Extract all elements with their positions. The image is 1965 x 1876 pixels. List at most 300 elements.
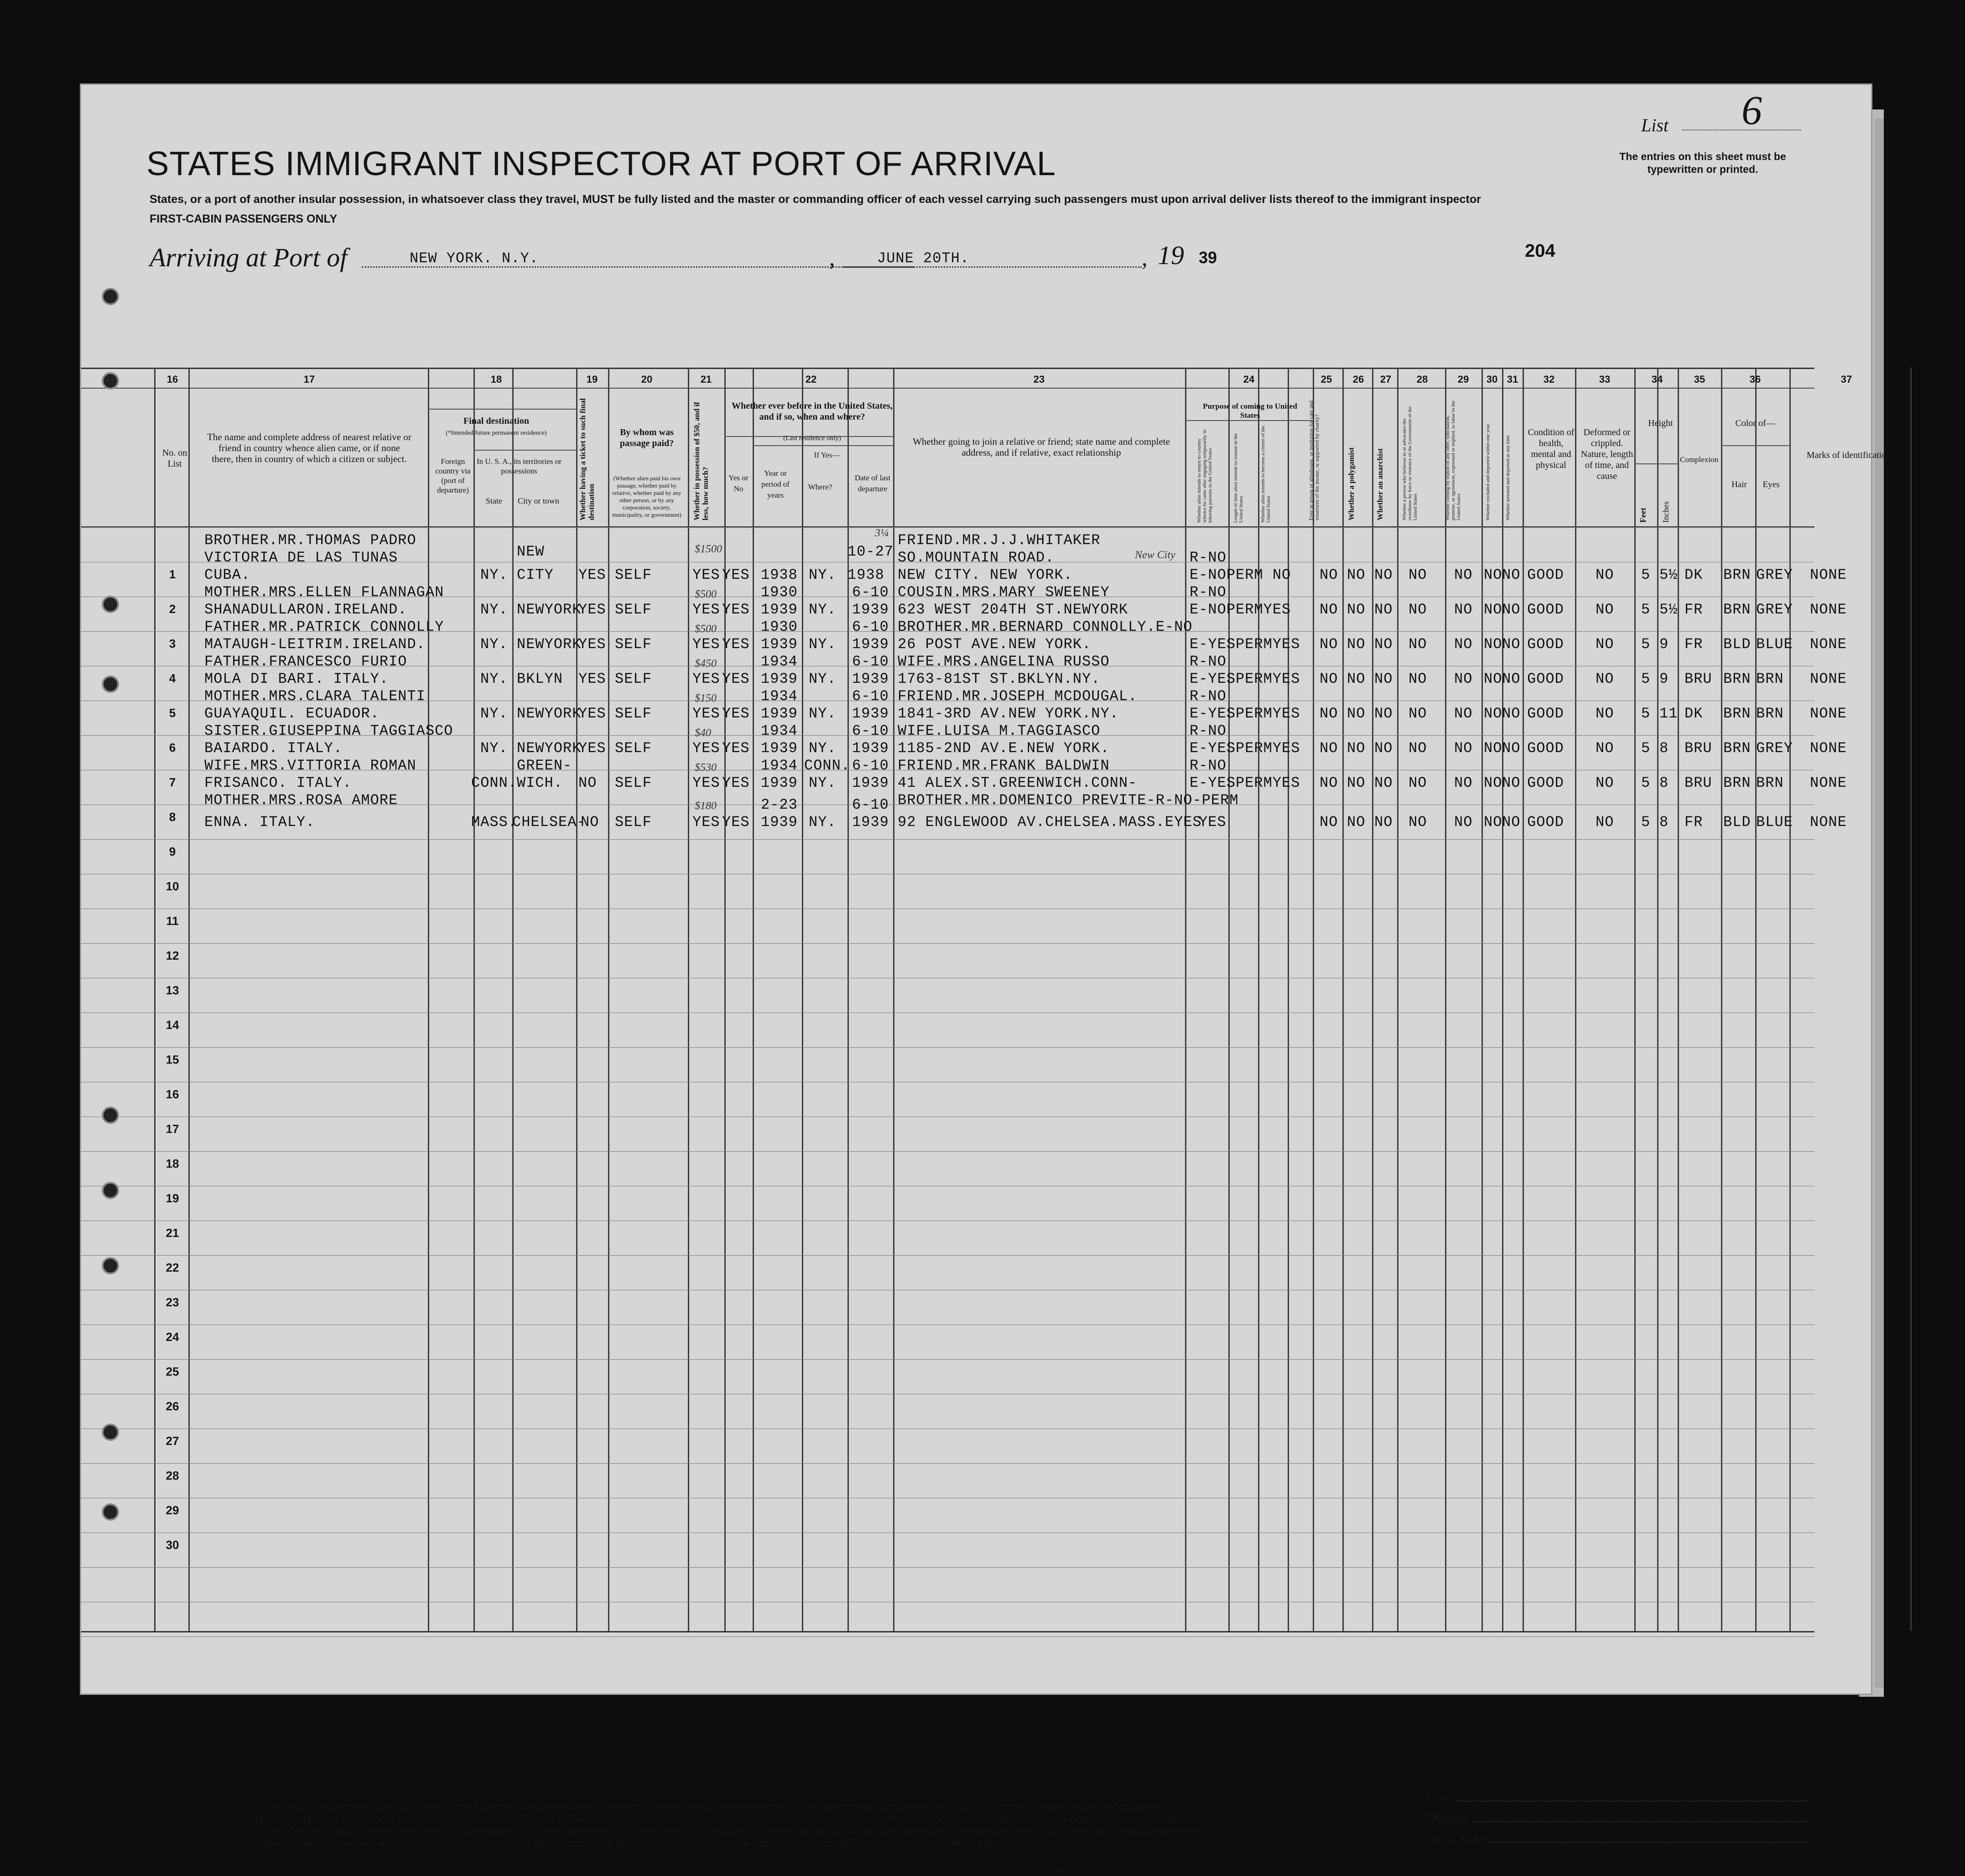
where: NY. xyxy=(809,814,837,831)
column-divider xyxy=(576,368,577,1631)
col25-header: Ever in prison or almshouse, or institution for care and treatment of the insane, or supported by charity? xyxy=(1308,400,1320,520)
cell-c30: NO xyxy=(1484,705,1502,722)
ticket: YES xyxy=(578,636,606,653)
cell-c27: NO xyxy=(1374,601,1393,618)
cell-c30: NO xyxy=(1484,774,1502,791)
join-line-1: FRIEND.MR.FRANK BALDWIN xyxy=(898,757,1110,774)
paid-by: SELF xyxy=(615,814,652,831)
money-amount: $500 xyxy=(695,588,717,600)
departure-1: 6-10 xyxy=(852,618,889,635)
cell-deformed: NO xyxy=(1596,814,1614,831)
cell-c26: NO xyxy=(1347,566,1366,583)
row-number: 15 xyxy=(166,1053,179,1066)
cell-c26: NO xyxy=(1347,636,1366,653)
column-divider xyxy=(1678,368,1679,1631)
column-number: 17 xyxy=(303,374,315,385)
dest-city-1: NEW xyxy=(517,543,545,560)
purpose-1: R-NO xyxy=(1190,653,1227,670)
where: NY. xyxy=(809,601,837,618)
col34-feet: Feet xyxy=(1638,508,1648,523)
col18-foreign: Foreign country via (port of departure) xyxy=(435,457,471,494)
row-number: 8 xyxy=(169,810,176,824)
cell-inches: 8 xyxy=(1659,814,1669,831)
departure-2: 1939 xyxy=(852,774,889,791)
departure-1: 10-27 xyxy=(847,543,894,560)
column-number: 21 xyxy=(700,374,712,385)
purpose-1: R-NO xyxy=(1190,722,1227,739)
join-line-1: BROTHER.MR.DOMENICO PREVITE-R-NO-PERM xyxy=(898,792,1239,809)
ticket: YES xyxy=(578,601,606,618)
relative-line-1: BROTHER.MR.THOMAS PADRO xyxy=(204,532,416,549)
join-line-2: 92 ENGLEWOOD AV.CHELSEA.MASS.EYES xyxy=(898,814,1202,831)
column-divider xyxy=(1482,368,1483,1631)
column-divider xyxy=(188,368,190,1631)
agents-label: Local Agents xyxy=(1427,1832,1495,1845)
cell-health: GOOD xyxy=(1527,740,1564,757)
list-label: List xyxy=(1641,115,1669,135)
cell-c28: NO xyxy=(1409,814,1427,831)
dest-city-2: CITY xyxy=(517,566,554,583)
before: YES xyxy=(692,670,720,687)
column-number: 30 xyxy=(1486,374,1498,385)
column-divider xyxy=(473,368,475,1631)
years-1: 1934 xyxy=(761,722,798,739)
ticket: YES xyxy=(578,566,606,583)
money-amount: $530 xyxy=(695,762,717,774)
cell-c28: NO xyxy=(1409,774,1427,791)
year-suffix: 39 xyxy=(1199,248,1217,267)
col35-header: Complexion xyxy=(1680,455,1719,464)
cell-inches: 9 xyxy=(1659,670,1669,687)
ticket: NO xyxy=(578,774,597,791)
years-2: 1939 xyxy=(761,740,798,757)
before: YES xyxy=(692,636,720,653)
yes-no: YES xyxy=(722,670,750,687)
column-number: 26 xyxy=(1352,374,1364,385)
cell-marks: NONE xyxy=(1810,566,1847,583)
cell-marks: NONE xyxy=(1810,670,1847,687)
row-rule xyxy=(81,1047,1814,1048)
column-divider xyxy=(753,368,754,1631)
line-label: Line xyxy=(1427,1791,1450,1804)
row-rule xyxy=(81,1567,1814,1568)
relative-line-2: VICTORIA DE LAS TUNAS xyxy=(204,549,398,566)
column-number: 31 xyxy=(1507,374,1518,385)
column-number: 20 xyxy=(641,374,653,385)
cell-c25: NO xyxy=(1320,601,1338,618)
cell-marks: NONE xyxy=(1810,636,1847,653)
list-number: 6 xyxy=(1741,88,1762,133)
row-number: 9 xyxy=(169,845,176,858)
col29-header: Whether coming by reason of any offer, solicitation, promise, or agreement, expressed or implied, to labor in the United States xyxy=(1445,400,1461,520)
arriving-label: Arriving at Port of xyxy=(150,243,348,272)
cell-inches: 8 xyxy=(1659,774,1669,791)
cell-c29: NO xyxy=(1454,740,1473,757)
before: YES xyxy=(692,774,720,791)
cell-eyes: BRN xyxy=(1756,774,1784,791)
cell-complexion: BRU xyxy=(1684,670,1712,687)
row-number: 30 xyxy=(166,1538,179,1552)
column-number: 16 xyxy=(166,374,178,385)
row-number: 13 xyxy=(166,983,179,997)
relative-line-3: CUBA. xyxy=(204,566,251,583)
column-number: 22 xyxy=(805,374,817,385)
cell-c30: NO xyxy=(1484,740,1502,757)
binder-hole xyxy=(102,1424,119,1441)
column-number: 23 xyxy=(1033,374,1045,385)
column-divider xyxy=(1228,368,1230,1631)
cell-c26: NO xyxy=(1347,740,1366,757)
cell-c30: NO xyxy=(1484,814,1502,831)
departure-2: 1939 xyxy=(852,636,889,653)
row-rule xyxy=(81,1463,1814,1464)
col18-state: State xyxy=(486,496,502,505)
yes-no: YES xyxy=(722,566,750,583)
dest-state: NY. xyxy=(480,740,508,757)
years-1: 1934 xyxy=(761,688,798,705)
binder-hole xyxy=(102,676,119,693)
relative-line-1: FATHER.MR.PATRICK CONNOLLY xyxy=(204,618,444,635)
departure-2: 1938 xyxy=(847,566,884,583)
column-number: 28 xyxy=(1416,374,1428,385)
cell-inches: 5½ xyxy=(1659,566,1678,583)
row-rule xyxy=(81,839,1814,840)
row-number: 11 xyxy=(166,914,179,928)
col22-sub: (Last residence only) xyxy=(783,435,841,442)
row-number: 5 xyxy=(169,706,176,720)
row-number: 6 xyxy=(169,741,176,754)
cell-c26: NO xyxy=(1347,814,1366,831)
cell-eyes: GREY xyxy=(1756,566,1793,583)
cell-c28: NO xyxy=(1409,705,1427,722)
column-divider xyxy=(428,368,429,1631)
join-line-2: 1841-3RD AV.NEW YORK.NY. xyxy=(898,705,1119,722)
column-divider xyxy=(724,368,726,1631)
join-line-2: 26 POST AVE.NEW YORK. xyxy=(898,636,1092,653)
cell-c31: NO xyxy=(1502,774,1521,791)
cell-complexion: BRU xyxy=(1684,774,1712,791)
departure-1: 6-10 xyxy=(852,688,889,705)
where-2: NY. xyxy=(809,774,837,791)
cell-c29: NO xyxy=(1454,774,1473,791)
ticket: NO xyxy=(581,814,599,831)
relative-line-2: MATAUGH-LEITRIM.IRELAND. xyxy=(204,636,426,653)
cell-feet: 5 xyxy=(1641,740,1651,757)
cell-hair: BRN xyxy=(1723,566,1751,583)
row-number: 7 xyxy=(169,775,176,789)
years-2: 1939 xyxy=(761,705,798,722)
departure-2: 1939 xyxy=(852,814,889,831)
cell-c26: NO xyxy=(1347,670,1366,687)
money-amount: $450 xyxy=(695,658,717,670)
manifest-table xyxy=(81,286,1891,1876)
paid-by: SELF xyxy=(615,670,652,687)
col27-header: Whether an anarchist xyxy=(1376,448,1384,520)
line-field xyxy=(1456,1801,1808,1802)
column-divider xyxy=(154,368,156,1631)
cell-health: GOOD xyxy=(1527,636,1564,653)
col36-header: Color of— xyxy=(1735,418,1775,428)
dest-state: NY. xyxy=(480,670,508,687)
join-line-1: WIFE.MRS.ANGELINA RUSSO xyxy=(898,653,1110,670)
column-divider xyxy=(1445,368,1446,1631)
row-number: 28 xyxy=(166,1469,179,1482)
cell-inches: 8 xyxy=(1659,740,1669,757)
owners-label: Owners xyxy=(1427,1811,1468,1825)
subheader-rule xyxy=(428,409,576,410)
column-divider xyxy=(1721,368,1722,1631)
dest-state: NY. xyxy=(480,601,508,618)
col22-year: Year or period of years xyxy=(761,469,790,499)
cell-c25: NO xyxy=(1320,774,1338,791)
cell-eyes: GREY xyxy=(1756,601,1793,618)
row-number: 17 xyxy=(166,1122,179,1136)
col19-header: Whether having a ticket to such final destination xyxy=(578,398,596,520)
cell-hair: BRN xyxy=(1723,774,1751,791)
row-number: 14 xyxy=(166,1018,179,1032)
year-prefix: 19 xyxy=(1158,240,1184,270)
purpose-1: R-NO xyxy=(1190,549,1227,566)
column-number: 33 xyxy=(1599,374,1611,385)
relative-line-1: FATHER.FRANCESCO FURIO xyxy=(204,653,407,670)
row-number: 12 xyxy=(166,949,179,962)
where: NY. xyxy=(809,566,837,583)
row-number: 25 xyxy=(166,1365,179,1378)
cell-c27: NO xyxy=(1374,774,1393,791)
ticket: YES xyxy=(578,670,606,687)
column-divider xyxy=(1910,368,1912,1631)
column-divider xyxy=(1313,368,1314,1631)
purpose-2: E-YESPERMYES xyxy=(1190,705,1300,722)
yes-no: YES xyxy=(722,774,750,791)
departure-2: 1939 xyxy=(852,601,889,618)
row-number: 16 xyxy=(166,1087,179,1101)
comma: , xyxy=(829,245,835,270)
paid-by: SELF xyxy=(615,601,652,618)
cell-health: GOOD xyxy=(1527,774,1564,791)
cell-c27: NO xyxy=(1374,705,1393,722)
row-number: 29 xyxy=(166,1503,179,1517)
col22-ifyes: If Yes— xyxy=(814,451,840,459)
column-divider xyxy=(1288,368,1289,1631)
purpose-2: E-YESPERMYES xyxy=(1190,740,1300,757)
dest-state: MASS. xyxy=(471,814,518,831)
cell-marks: NONE xyxy=(1810,814,1847,831)
years: 1938 xyxy=(761,566,798,583)
col24-b: Length of time alien intends to remain in the United States xyxy=(1233,433,1244,523)
column-divider xyxy=(1523,368,1524,1631)
departure-2: 1939 xyxy=(852,705,889,722)
col24-a: Whether alien intends to return to country whence he came after engaging temporarily in laboring pursuits in the United States xyxy=(1196,429,1213,523)
col22-yesno: Yes or No xyxy=(728,473,749,493)
binder-hole xyxy=(102,1257,119,1274)
column-number: 36 xyxy=(1749,374,1761,385)
join-line-1: BROTHER.MR.BERNARD CONNOLLY.E-NO xyxy=(898,618,1193,635)
cell-eyes: BLUE xyxy=(1756,636,1793,653)
cell-c27: NO xyxy=(1374,740,1393,757)
cell-marks: NONE xyxy=(1810,740,1847,757)
column-divider xyxy=(1634,368,1636,1631)
relative-line-2: SHANADULLARON.IRELAND. xyxy=(204,601,407,618)
cell-deformed: NO xyxy=(1596,566,1614,583)
cell-hair: BRN xyxy=(1723,740,1751,757)
cell-c25: NO xyxy=(1320,814,1338,831)
row-rule xyxy=(81,1151,1814,1152)
money-amount: $500 xyxy=(695,623,717,635)
departure-2: 1939 xyxy=(852,740,889,757)
column-number: 32 xyxy=(1543,374,1555,385)
column-divider xyxy=(1372,368,1373,1631)
before: YES xyxy=(692,601,720,618)
cell-deformed: NO xyxy=(1596,774,1614,791)
dest-city: BKLYN xyxy=(517,670,563,687)
sheet-edge-back-2 xyxy=(1875,119,1884,1688)
row-rule xyxy=(81,943,1814,944)
cell-feet: 5 xyxy=(1641,670,1651,687)
row-rule xyxy=(81,1255,1814,1256)
relative-line-1: MOTHER.MRS.ROSA AMORE xyxy=(204,792,398,809)
owners-field xyxy=(1472,1821,1808,1822)
cell-marks: NONE xyxy=(1810,601,1847,618)
cell-feet: 5 xyxy=(1641,814,1651,831)
years-1: 1934 xyxy=(761,653,798,670)
column-divider xyxy=(1185,368,1186,1631)
cell-deformed: NO xyxy=(1596,670,1614,687)
row-number: 19 xyxy=(166,1191,179,1205)
paid-by: SELF xyxy=(615,774,652,791)
relative-line-2: MOLA DI BARI. ITALY. xyxy=(204,670,389,687)
join-line-2: 1763-81ST ST.BKLYN.NY. xyxy=(898,670,1101,687)
where: NY. xyxy=(809,670,837,687)
cell-c27: NO xyxy=(1374,814,1393,831)
col34-header: Height xyxy=(1648,418,1673,428)
col16-header: No. on List xyxy=(162,448,187,469)
table-top-rule xyxy=(81,368,1814,369)
row-number: 27 xyxy=(166,1434,179,1448)
dest-city-1: GREEN- xyxy=(517,757,572,774)
col20-sub: (Whether alien paid his own passage, whether paid by relative, whether paid by any other person, or by any corporation, society, municipality, or government) xyxy=(612,475,681,518)
column-number: 24 xyxy=(1243,374,1255,385)
years-2: 1939 xyxy=(761,814,798,831)
cell-c26: NO xyxy=(1347,705,1366,722)
relative-line-1: MOTHER.MRS.CLARA TALENTI xyxy=(204,688,426,705)
cell-c29: NO xyxy=(1454,636,1473,653)
cell-c29: NO xyxy=(1454,670,1473,687)
years-1: 1930 xyxy=(761,618,798,635)
dest-city: NEWYORK xyxy=(517,740,582,757)
subheader-rule xyxy=(1185,420,1313,421)
join-line-2: 41 ALEX.ST.GREENWICH.CONN- xyxy=(898,774,1138,791)
dest-state: CONN. xyxy=(471,774,518,791)
cell-eyes: BLUE xyxy=(1756,814,1793,831)
departure-1: 6-10 xyxy=(852,722,889,739)
paid-by: SELF xyxy=(615,740,652,757)
cell-complexion: FR xyxy=(1684,814,1703,831)
table-bottom-rule xyxy=(81,1631,1814,1632)
subheader-rule xyxy=(1721,445,1789,446)
where: NY. xyxy=(809,740,837,757)
cell-c26: NO xyxy=(1347,601,1366,618)
cell-c31: NO xyxy=(1502,740,1521,757)
cell-c31: NO xyxy=(1502,636,1521,653)
departure-1: 6-10 xyxy=(852,796,889,813)
cell-health: GOOD xyxy=(1527,814,1564,831)
years-2: 1939 xyxy=(761,601,798,618)
cell-c29: NO xyxy=(1454,814,1473,831)
join-line-2: 1185-2ND AV.E.NEW YORK. xyxy=(898,740,1110,757)
cell-complexion: FR xyxy=(1684,601,1703,618)
cell-health: GOOD xyxy=(1527,670,1564,687)
years-2: 1939 xyxy=(761,670,798,687)
yes-no: YES xyxy=(722,636,750,653)
cell-c28: NO xyxy=(1409,670,1427,687)
column-divider xyxy=(1657,368,1658,1631)
entries-instruction: The entries on this sheet must be typewritten or printed. xyxy=(1619,151,1786,175)
cell-c28: NO xyxy=(1409,636,1427,653)
row-number: 18 xyxy=(166,1157,179,1170)
binder-hole xyxy=(102,372,119,390)
row-number: 3 xyxy=(169,637,176,650)
comma: , xyxy=(1142,245,1148,270)
row-number: 4 xyxy=(169,671,176,685)
subheader-rule xyxy=(1634,463,1678,464)
dest-state: NY. xyxy=(480,636,508,653)
relative-line-1: SISTER.GIUSEPPINA TAGGIASCO xyxy=(204,722,453,739)
departure-2: 1939 xyxy=(852,670,889,687)
departure-1: 6-10 xyxy=(852,584,889,601)
binder-hole xyxy=(102,1107,119,1124)
colnum-rule xyxy=(81,388,1814,389)
before: YES xyxy=(692,566,720,583)
cell-c30: NO xyxy=(1484,636,1502,653)
handwritten-note: New City xyxy=(1135,549,1175,561)
departure-1: 6-10 xyxy=(852,757,889,774)
cell-c28: NO xyxy=(1409,566,1427,583)
cell-feet: 5 xyxy=(1641,636,1651,653)
cell-c25: NO xyxy=(1320,636,1338,653)
cell-c25: NO xyxy=(1320,705,1338,722)
cell-c28: NO xyxy=(1409,740,1427,757)
purpose-2: E-YESPERMYES xyxy=(1190,670,1300,687)
binder-hole xyxy=(102,288,119,305)
relative-line-2: ENNA. ITALY. xyxy=(204,814,315,831)
col23-header: Whether going to join a relative or friend; state name and complete address, and if relative, exact relationship xyxy=(913,436,1170,458)
col21-header: Whether in possession of $50, and if less, how much? xyxy=(692,402,710,520)
before: YES xyxy=(692,705,720,722)
cell-health: GOOD xyxy=(1527,566,1564,583)
column-divider xyxy=(1397,368,1398,1631)
cell-marks: NONE xyxy=(1810,705,1847,722)
money-amount: $40 xyxy=(695,727,711,739)
cell-deformed: NO xyxy=(1596,636,1614,653)
column-number: 35 xyxy=(1694,374,1705,385)
col20-header: By whom was passage paid? xyxy=(619,427,674,448)
cell-hair: BRN xyxy=(1723,601,1751,618)
question-28-note: Note.—Full text of question 28 is as follows: Whether a person who believes in or advocates the overthrow by force or violence of the Government of the United States or of all forms of law, or who disbelieves in or is opposed to organized government, or who advocates the assassination of public officials, or who advocates or teaches the unlawful destruction of property, or is a member of or affiliated with any organization entertaining and teaching disbelief in or opposition to organized government or which teaches the unlawful destruction of property, or who advocates or teaches the duty, necessity, or propriety of the unlawful assaulting or killing of any officer or officers, either of specific individuals or of officers generally, of the Government of the United States or of any other organized government because of his or their official character. xyxy=(250,1800,1197,1849)
row-rule xyxy=(81,527,1814,528)
cell-inches: 11 xyxy=(1659,705,1678,722)
cell-c31: NO xyxy=(1502,814,1521,831)
col18-city: City or town xyxy=(517,496,559,505)
column-number: 19 xyxy=(586,374,598,385)
before: YES xyxy=(692,814,720,831)
cell-health: GOOD xyxy=(1527,705,1564,722)
column-divider xyxy=(1502,368,1503,1631)
before: YES xyxy=(692,740,720,757)
cell-complexion: DK xyxy=(1684,566,1703,583)
relative-line-1: MOTHER.MRS.ELLEN FLANNAGAN xyxy=(204,584,444,601)
col37-header: Marks of identification xyxy=(1806,450,1891,460)
